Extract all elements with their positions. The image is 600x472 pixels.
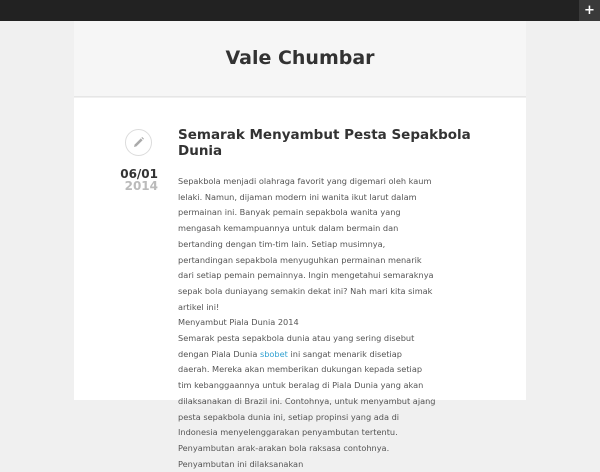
post-body [178,174,436,472]
post-date-year: 2014 [124,179,158,193]
post-paragraph: Sepakbola menjadi olahraga favorit yang digemari oleh kaum lelaki. Namun, dijaman modern ini wanita ikut larut dalam permainan ini. Banyak pemain sepakbola wanita yang mengasah kemampuannya untuk dalam bermain dan bertanding dengan tim-tim lain. Setiap musimnya, pertandingan sepakbola menyuguhkan permainan menarik dari setiap pemain pemainnya. Ingin mengetahui semaraknya sepak bola duniayang semakin dekat ini? Nah mari kita simak artikel ini! [178,176,434,312]
paragraph-text: ini sangat menarik disetiap daerah. Mereka akan memberikan dukungan kepada setiap tim kebanggaannya untuk beralag di Piala Dunia yang akan dilaksanakan di Brazil ini. Contohnya, untuk menyambut ajang pesta sepakbola dunia ini, setiap propinsi yang ada di Indonesia menyelenggarakan penyambutan tertentu. Penyambutan arak-arakan bola raksasa contohnya. Penyambutan ini dilaksanakan [178,348,436,469]
site-title[interactable]: Vale Chumbar [225,47,375,69]
plus-toggle-button[interactable]: + [579,0,600,21]
sbobet-link[interactable]: sbobet [259,348,288,359]
pencil-icon-glyph [132,136,145,149]
paragraph-text: Semarak pesta sepakbola dunia atau yang sering disebut dengan Piala Dunia [178,333,415,359]
post-container [74,98,526,469]
post-paragraph-2 [178,331,436,472]
site-header [74,21,526,97]
post-date-day[interactable]: 06/01 [120,167,158,181]
post-title[interactable]: Semarak Menyambut Pesta Sepakbola Dunia [178,127,471,159]
pencil-icon[interactable] [125,129,152,156]
top-bar [0,0,600,21]
post-subheading: Menyambut Piala Dunia 2014 [178,317,299,328]
